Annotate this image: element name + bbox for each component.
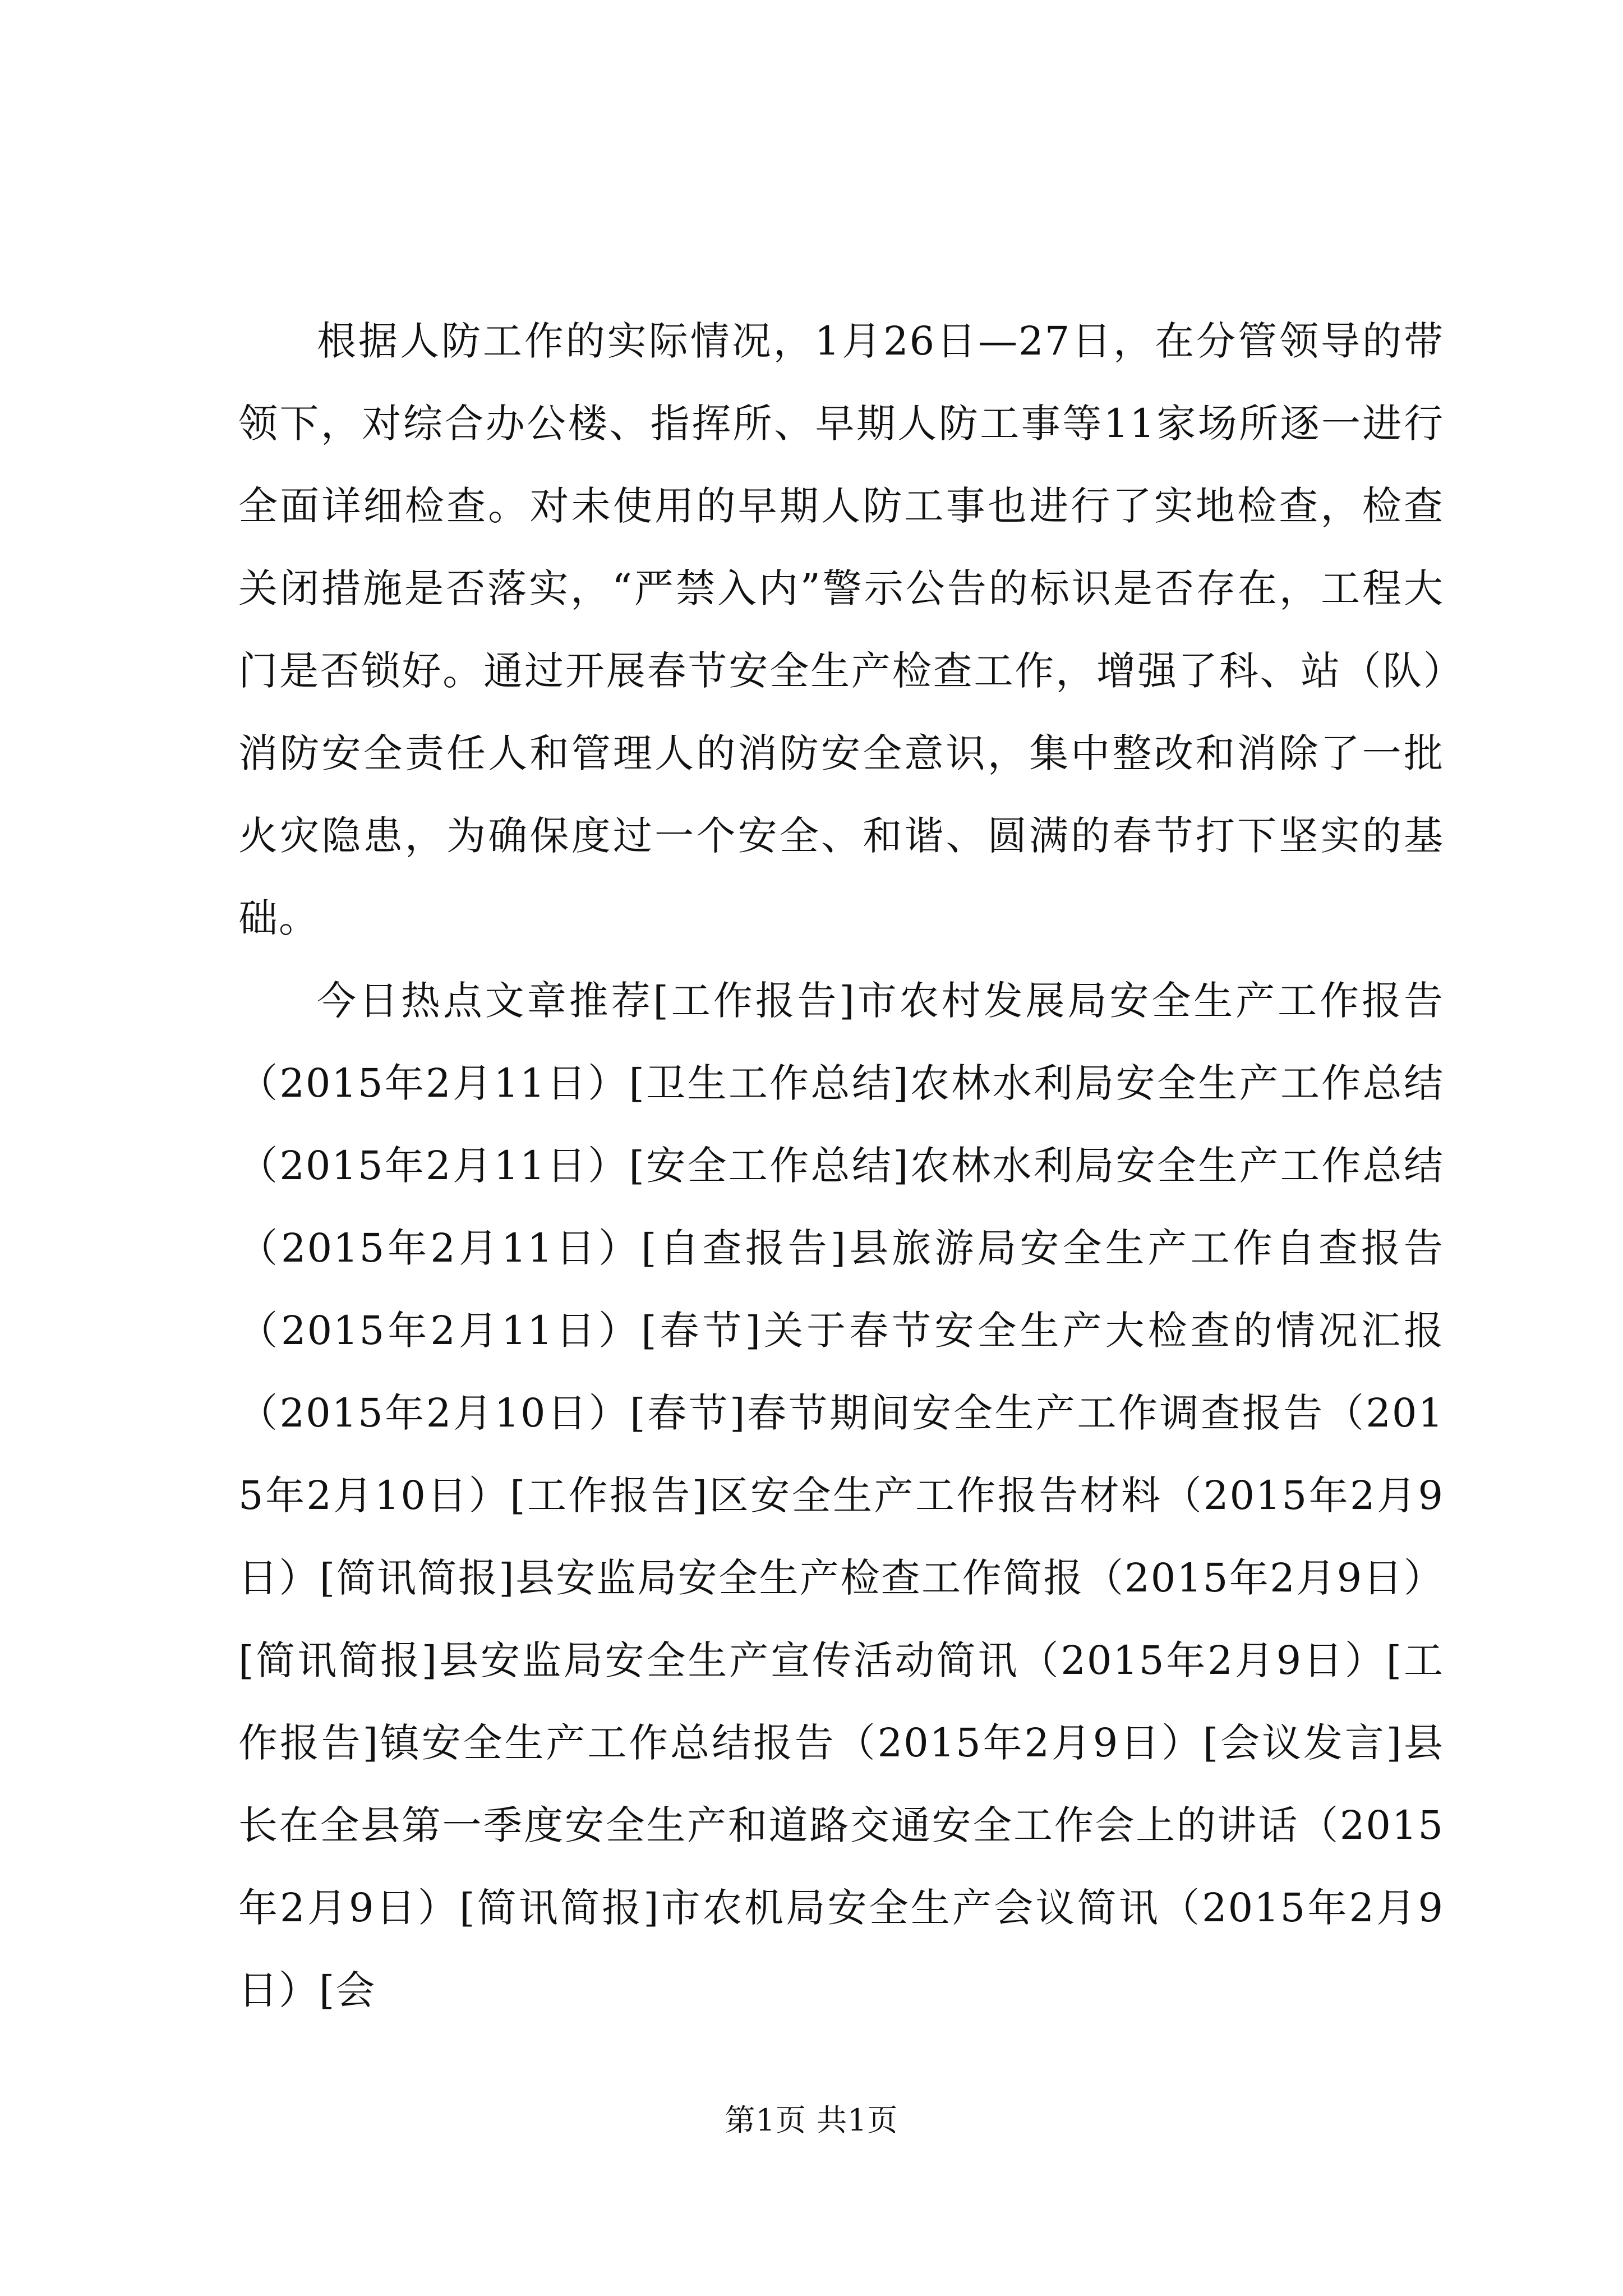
paragraph-recommended-articles: 今日热点文章推荐[工作报告]市农村发展局安全生产工作报告（2015年2月11日）[卫生工作总结]农林水利局安全生产工作总结（2015年2月11日）[安全工作总结]农林水利局安全生产工作总结（2015年2月11日）[自查报告]县旅游局安全生产工作自查报告（2015年2月11日）[春节]关于春节安全生产大检查的情况汇报（2015年2月10日）[春节]春节期间安全生产工作调查报告（2015年2月10日）[工作报告]区安全生产工作报告材料（2015年2月9日）[简讯简报]县安监局安全生产检查工作简报（2015年2月9日）[简讯简报]县安监局安全生产宣传活动简讯（2015年2月9日）[工作报告]镇安全生产工作总结报告（2015年2月9日）[会议发言]县长在全县第一季度安全生产和道路交通安全工作会上的讲话（2015年2月9日）[简讯简报]市农机局安全生产会议简讯（2015年2月9日）[会 xyxy=(238,978,1444,2013)
document-body xyxy=(238,300,1444,2032)
page-footer: 第1页 共1页 xyxy=(725,2102,898,2138)
paragraph-inspection-summary: 根据人防工作的实际情况，1月26日—27日，在分管领导的带领下，对综合办公楼、指挥所、早期人防工事等11家场所逐一进行全面详细检查。对未使用的早期人防工事也进行了实地检查，检查关闭措施是否落实，“严禁入内”警示公告的标识是否存在，工程大门是否锁好。通过开展春节安全生产检查工作，增强了科、站（队）消防安全责任人和管理人的消防安全意识，集中整改和消除了一批火灾隐患，为确保度过一个安全、和谐、圆满的春节打下坚实的基础。 xyxy=(238,318,1444,941)
